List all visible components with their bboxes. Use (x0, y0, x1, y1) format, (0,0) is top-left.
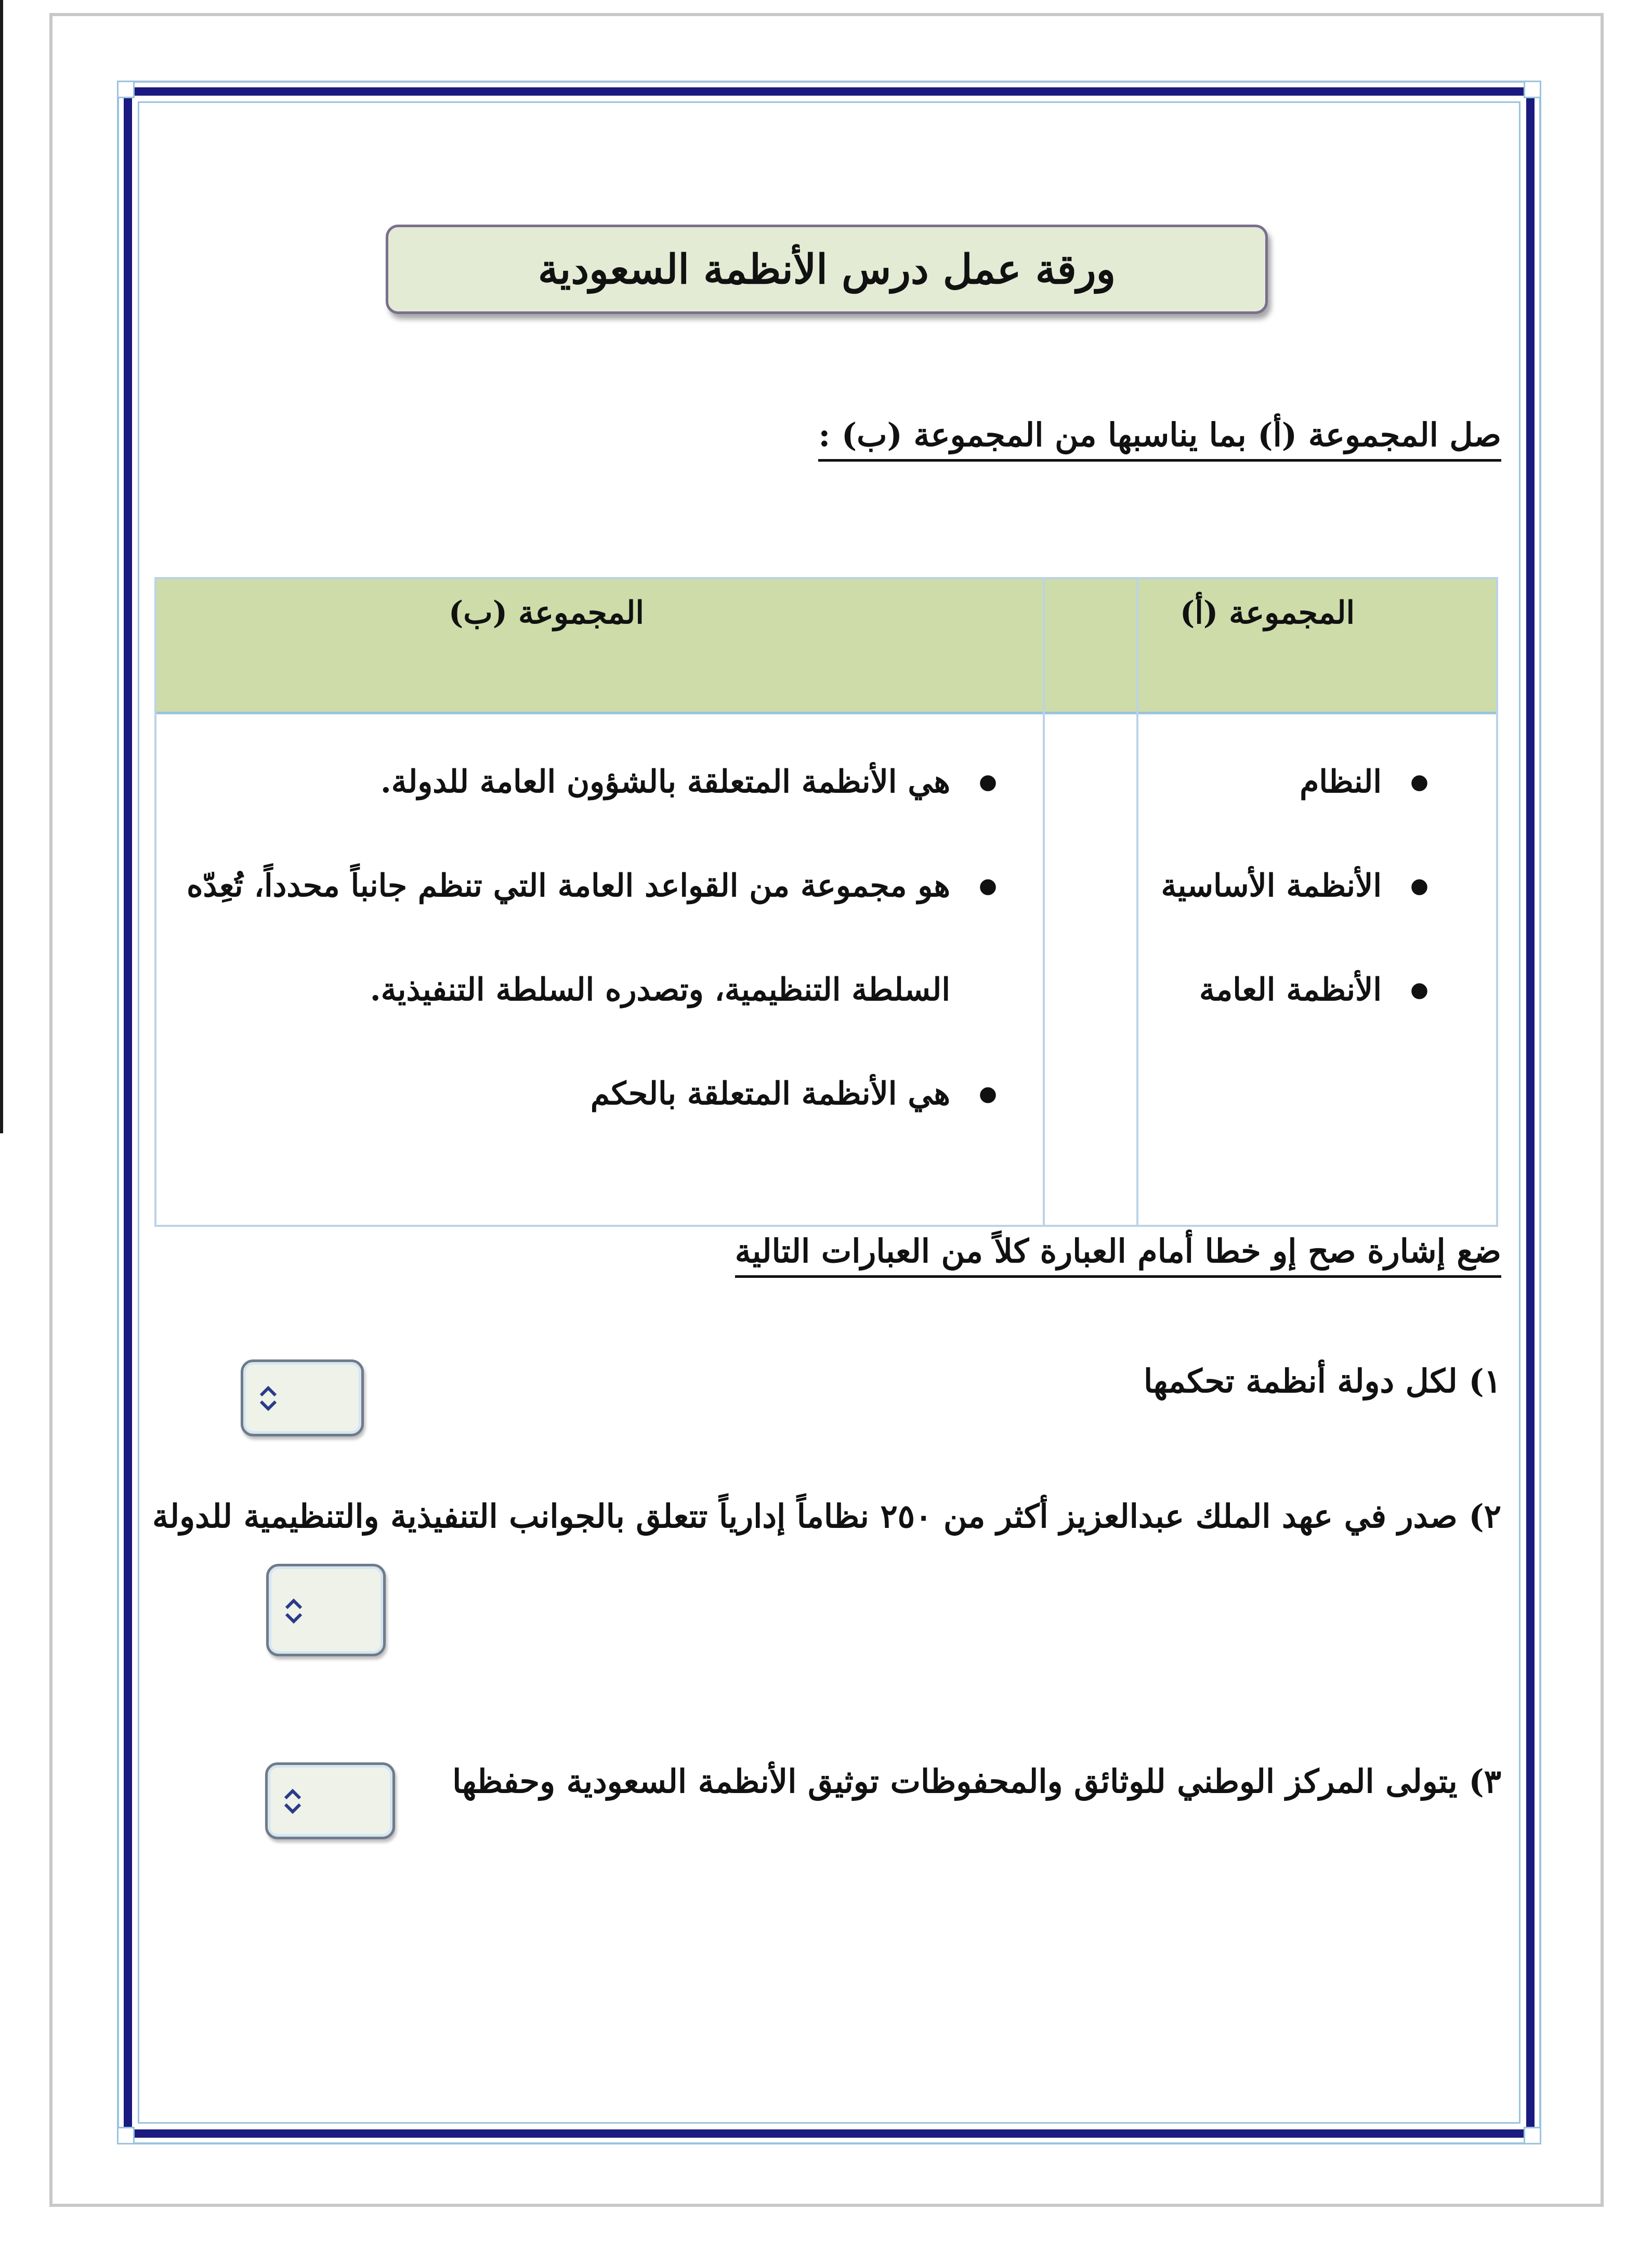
list-item: ● هي الأنظمة المتعلقة بالشؤون العامة للدولة. (165, 730, 997, 834)
matching-table (154, 577, 1498, 1227)
page-title: ورقة عمل درس الأنظمة السعودية (537, 245, 1116, 293)
border-corner (117, 2127, 135, 2144)
border-corner (117, 81, 135, 98)
border-corner (1524, 2127, 1541, 2144)
group-b-list (165, 730, 997, 1146)
answer-dropdown-1[interactable] (241, 1359, 364, 1436)
list-item: ● النظام (1137, 730, 1428, 834)
col-b-header: المجموعة (ب) (448, 595, 645, 631)
col-a-header: المجموعة (أ) (1179, 595, 1355, 631)
list-item: ● هي الأنظمة المتعلقة بالحكم (165, 1042, 997, 1146)
title-box (386, 225, 1268, 314)
list-item-continuation: السلطة التنظيمية، وتصدره السلطة التنفيذية. (370, 972, 950, 1008)
question-1: ١) لكل دولة أنظمة تحكمها (1143, 1362, 1501, 1400)
column-divider (1043, 579, 1045, 1225)
window-edge (0, 0, 3, 1133)
section-heading-matching: صل المجموعة (أ) بما يناسبها من المجموعة (ب) : (818, 416, 1501, 462)
up-down-chevron-icon (282, 1785, 303, 1818)
up-down-chevron-icon (283, 1594, 304, 1628)
up-down-chevron-icon (258, 1382, 279, 1415)
group-a-list (1137, 730, 1428, 1042)
question-3: ٣) يتولى المركز الوطني للوثائق والمحفوظات توثيق الأنظمة السعودية وحفظها (452, 1762, 1501, 1800)
border-corner (1524, 81, 1541, 98)
question-2: ٢) صدر في عهد الملك عبدالعزيز أكثر من ٢٥٠ نظاماً إدارياً تتعلق بالجوانب التنفيذية والتنظيمية للدولة (152, 1497, 1501, 1535)
answer-dropdown-2[interactable] (266, 1564, 386, 1656)
list-item: ● الأنظمة الأساسية (1137, 834, 1428, 938)
list-item: ● الأنظمة العامة (1137, 938, 1428, 1042)
section-heading-true-false: ضع إشارة صح إو خطا أمام العبارة كلاً من العبارات التالية (735, 1232, 1501, 1278)
list-item: ● هو مجموعة من القواعد العامة التي تنظم جانباً محدداً، تُعِدّه (165, 834, 997, 938)
answer-dropdown-3[interactable] (265, 1762, 395, 1839)
